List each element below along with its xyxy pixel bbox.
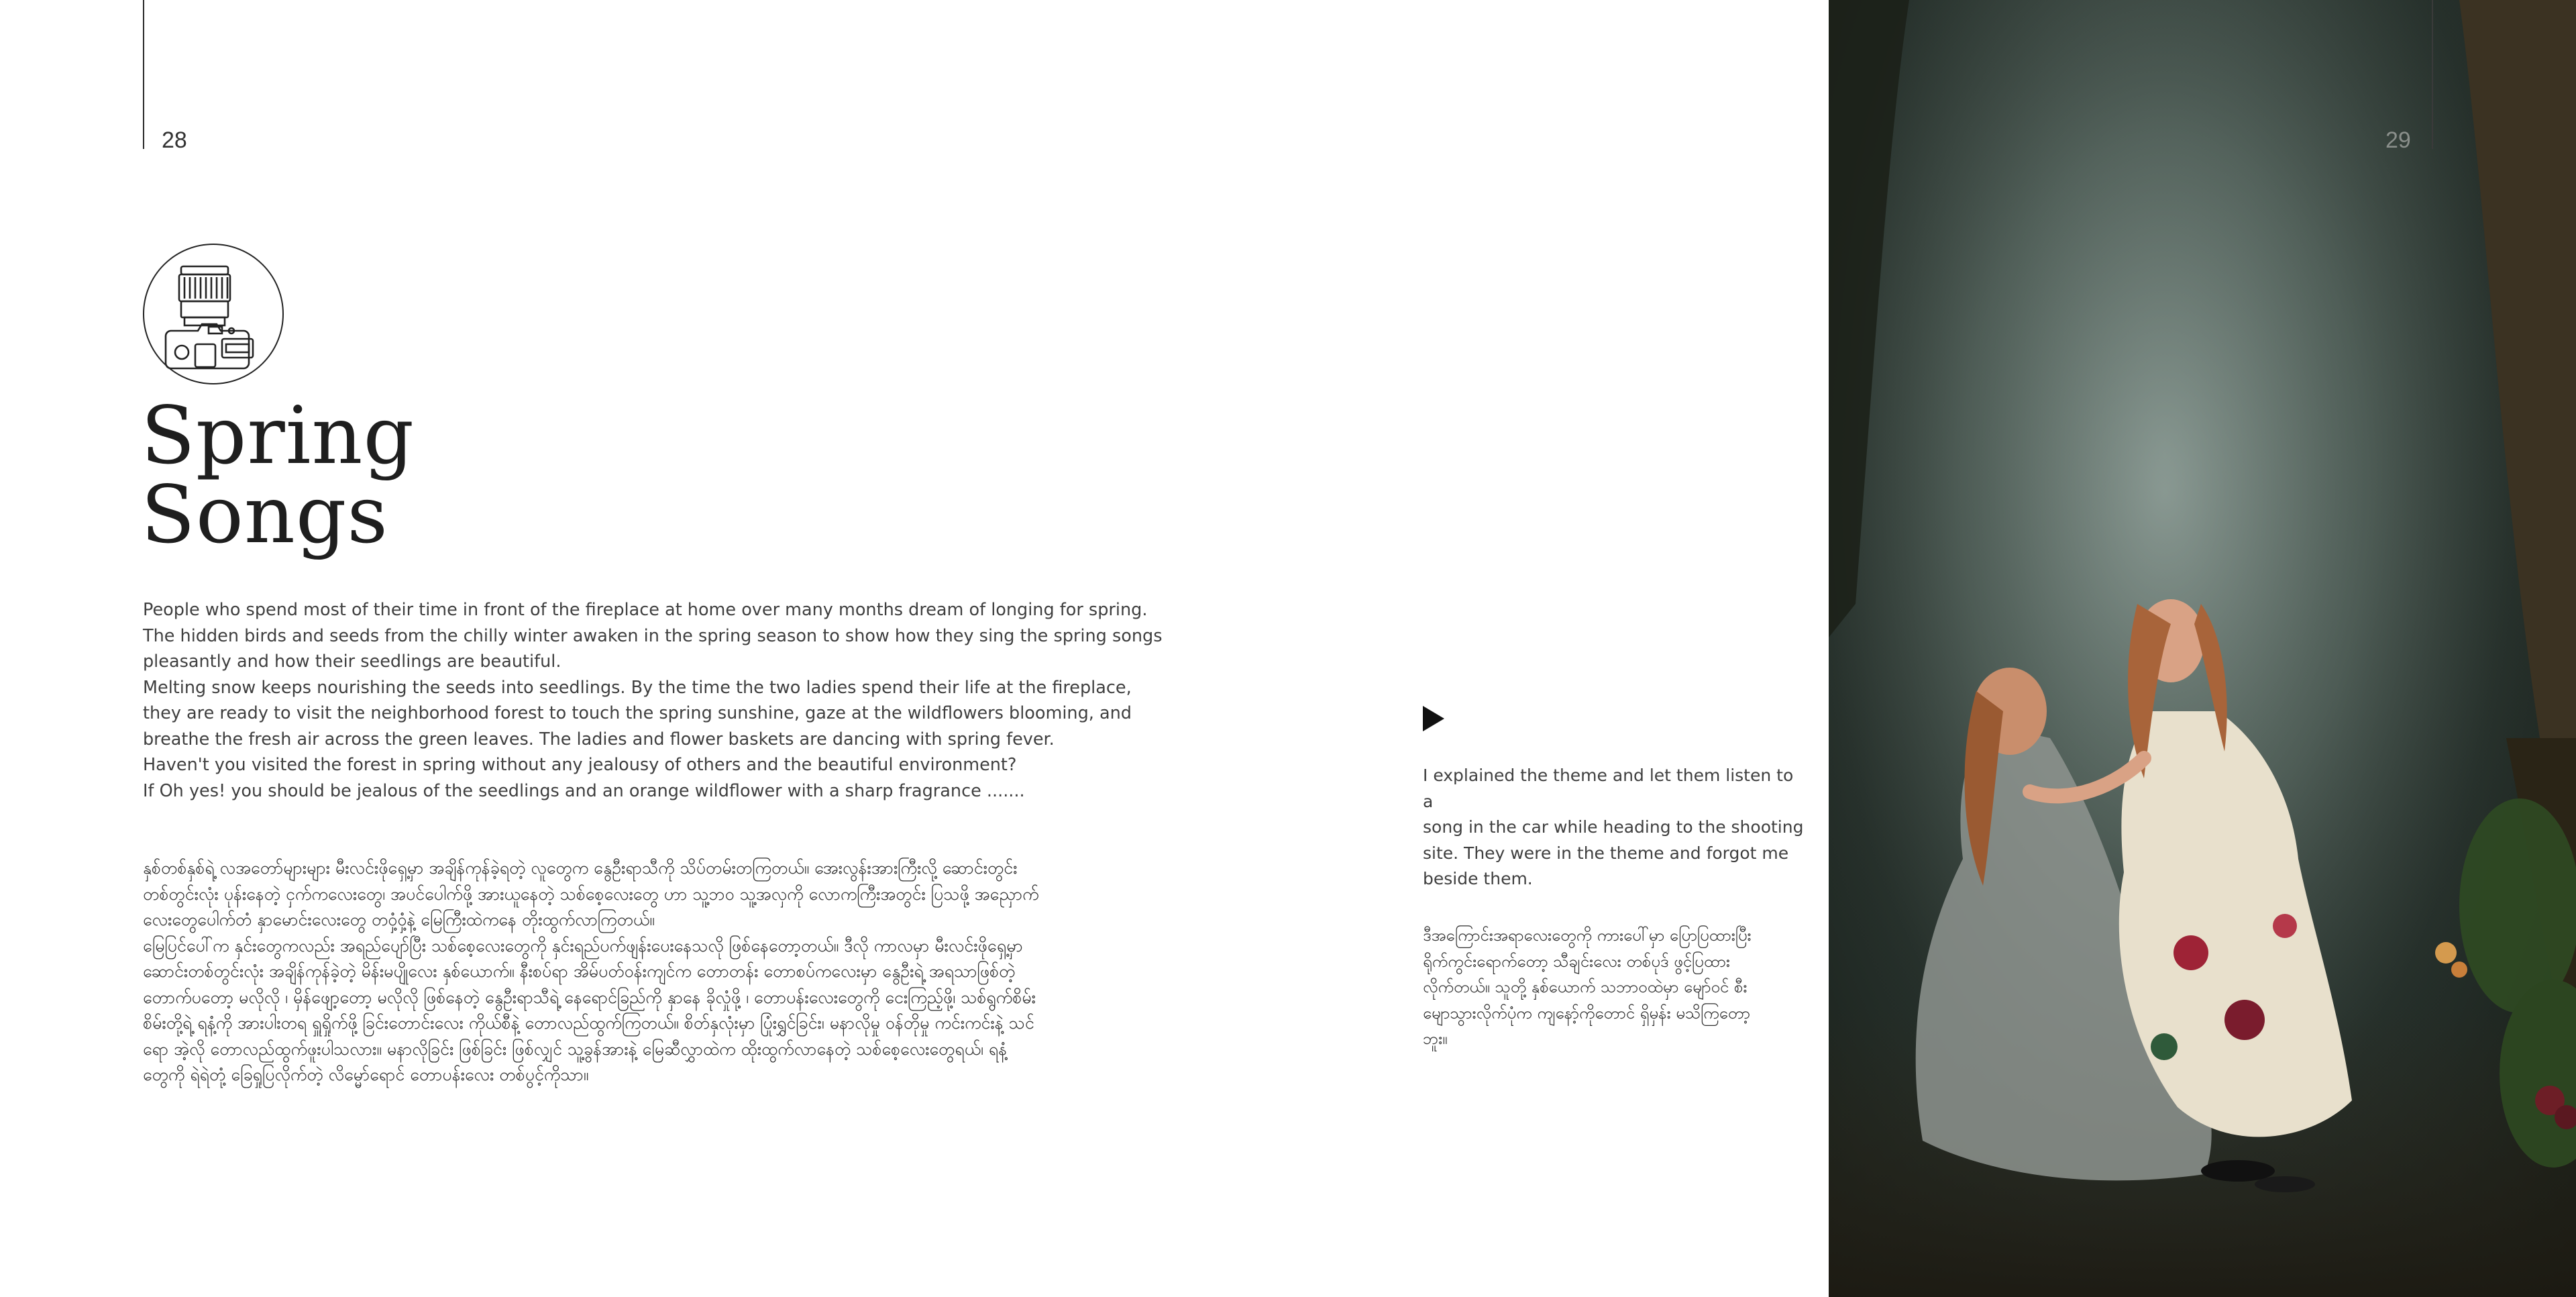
page-number-left: 28: [162, 127, 187, 153]
body-line-my: တွေကို ရဲရဲတုံ့ ခြေရှုပြလိုက်တဲ့ လိမ္မော်ရောင် တောပန်းလေး တစ်ပွင့်ကိုသာ။: [143, 1065, 589, 1084]
body-line-my: ဆောင်းတစ်တွင်းလုံး အချိန်ကုန်ခဲ့တဲ့ မိန်းမပျိုလေး နှစ်ယောက်။ နီးစပ်ရာ အိမ်ပတ်ဝန်းကျင်က တောတန်း တောစပ်ကလေးမှာ နွေဦးရဲ့ အရသာဖြစ်တဲ့: [143, 962, 1016, 981]
caption-line-my: ဒီအကြောင်းအရာလေးတွေကို ကားပေါ်မှာ ပြောပြထားပြီး: [1423, 926, 1752, 945]
body-line: Melting snow keeps nourishing the seeds into seedlings. By the time the two ladies spend their life at the fireplace,: [143, 677, 1132, 698]
body-line: Haven't you visited the forest in spring without any jealousy of others and the beautiful environment?: [143, 755, 1017, 775]
body-line: If Oh yes! you should be jealous of the seedlings and an orange wildflower with a sharp fragrance .......: [143, 780, 1025, 801]
body-line: they are ready to visit the neighborhood forest to touch the spring sunshine, gaze at the wildflowers blooming, and: [143, 703, 1132, 723]
camera-lens-icon: [143, 244, 284, 384]
body-line-my: စိမ်းတို့ရဲ့ ရနံ့ကို အားပါးတရ ရှူရှိုက်ဖို့ ခြင်းတောင်းလေး ကိုယ်စီနဲ့ တောလည်ထွက်ကြတယ်။ စိတ်နှလုံးမှာ ပြုံးရွှင်ခြင်း၊ မနာလိုမှု ဝန်တိုမှု ကင်းကင်းနဲ့ သင်: [143, 1013, 1034, 1033]
play-icon[interactable]: [1423, 706, 1444, 731]
body-line-my: တောက်ပတော့ မလိုလို ၊ မှိန်ဖျော့တော့ မလိုလို ဖြစ်နေတဲ့ နွေဦးရာသီရဲ့ နေရောင်ခြည်ကို နှာနေ ခိုလှုံဖို့ ၊ တောပန်းလေးတွေကို ငေးကြည့်ဖို့၊ သစ်ရွက်စိမ်း: [143, 987, 1036, 1007]
title-line-2: Songs: [141, 468, 388, 561]
caption-line-my: လိုက်တယ်။ သူတို့ နှစ်ယောက် သဘာ၀ထဲမှာ မျော်ဝင် စီး: [1423, 978, 1748, 996]
body-line-my: တစ်တွင်းလုံး ပုန်းနေတဲ့ ငှက်ကလေးတွေ၊ အပင်ပေါက်ဖို့ အားယူနေတဲ့ သစ်စေ့လေးတွေ ဟာ သူ့ဘ၀ သူ့အလှကို လောကကြီးအတွင်း ပြသဖို့ အညှောက်: [143, 884, 1039, 904]
photo-caption-english: [1423, 763, 1805, 892]
body-line-my: လေးတွေပေါက်တံ နှာမောင်းလေးတွေ တဝှံ့ဝှံ့နဲ့ မြေကြီးထဲကနေ တိုးထွက်လာကြတယ်။: [143, 910, 655, 929]
right-margin-rule: [2432, 0, 2433, 149]
body-line: breathe the fresh air across the green leaves. The ladies and flower baskets are dancing with spring fever.: [143, 729, 1055, 749]
page-title: [141, 389, 415, 561]
caption-line-my: ရိုက်ကွင်းရောက်တော့ သီချင်းလေး တစ်ပုဒ် ဖွင့်ပြထား: [1423, 951, 1730, 971]
body-line: People who spend most of their time in front of the fireplace at home over many months dream of longing for spring.: [143, 600, 1148, 620]
page-number-right: 29: [2385, 127, 2411, 153]
caption-line: beside them.: [1423, 869, 1533, 888]
forest-photo: [1829, 0, 2576, 1297]
left-margin-rule: [143, 0, 144, 149]
title-line-1: Spring: [141, 389, 415, 482]
caption-line: song in the car while heading to the shooting: [1423, 817, 1804, 837]
caption-line-my: ဘူး။: [1423, 1029, 1448, 1048]
body-line-my: နှစ်တစ်နှစ်ရဲ့ လအတော်များများ မီးလင်းဖိုရှေ့မှာ အချိန်ကုန်ခဲ့ရတဲ့ လူတွေက နွေဦးရာသီကို သိပ်တမ်းတကြတယ်။ အေးလွန်းအားကြီးလို့ ဆောင်းတွင်း: [143, 858, 1018, 878]
caption-line: I explained the theme and let them listen to a: [1423, 766, 1794, 811]
body-text-english: [143, 597, 1163, 804]
body-line-my: မြေပြင်ပေါ်က နှင်းတွေကလည်း အရည်ပျော်ပြီး သစ်စေ့လေးတွေကို နှင်းရည်ပက်ဖျန်းပေးနေသလို ဖြစ်နေတော့တယ်။ ဒီလို ကာလမှာ မီးလင်းဖိုရှေ့မှာ: [143, 935, 1023, 955]
body-line: The hidden birds and seeds from the chilly winter awaken in the spring season to show how they sing the spring songs: [143, 625, 1163, 646]
body-line-my: ရော အဲ့လို တောလည်ထွက်ဖူးပါသလား။ မနာလိုခြင်း ဖြစ်ခြင်း ဖြစ်လျှင် သူ့ခွန်အားနဲ့ မြေဆီလွှာထဲက ထိုးထွက်လာနေတဲ့ သစ်စေ့လေးတွေရယ်၊ ရနံ့: [143, 1039, 1008, 1059]
caption-line: site. They were in the theme and forgot me: [1423, 843, 1789, 863]
body-text-myanmar: [143, 855, 1136, 1088]
caption-line-my: မျောသွားလိုက်ပုံက ကျနော့်ကိုတောင် ရှိမှန်း မသိကြတော့: [1423, 1003, 1750, 1023]
photo-caption-myanmar: [1423, 923, 1805, 1052]
body-line: pleasantly and how their seedlings are beautiful.: [143, 652, 561, 672]
